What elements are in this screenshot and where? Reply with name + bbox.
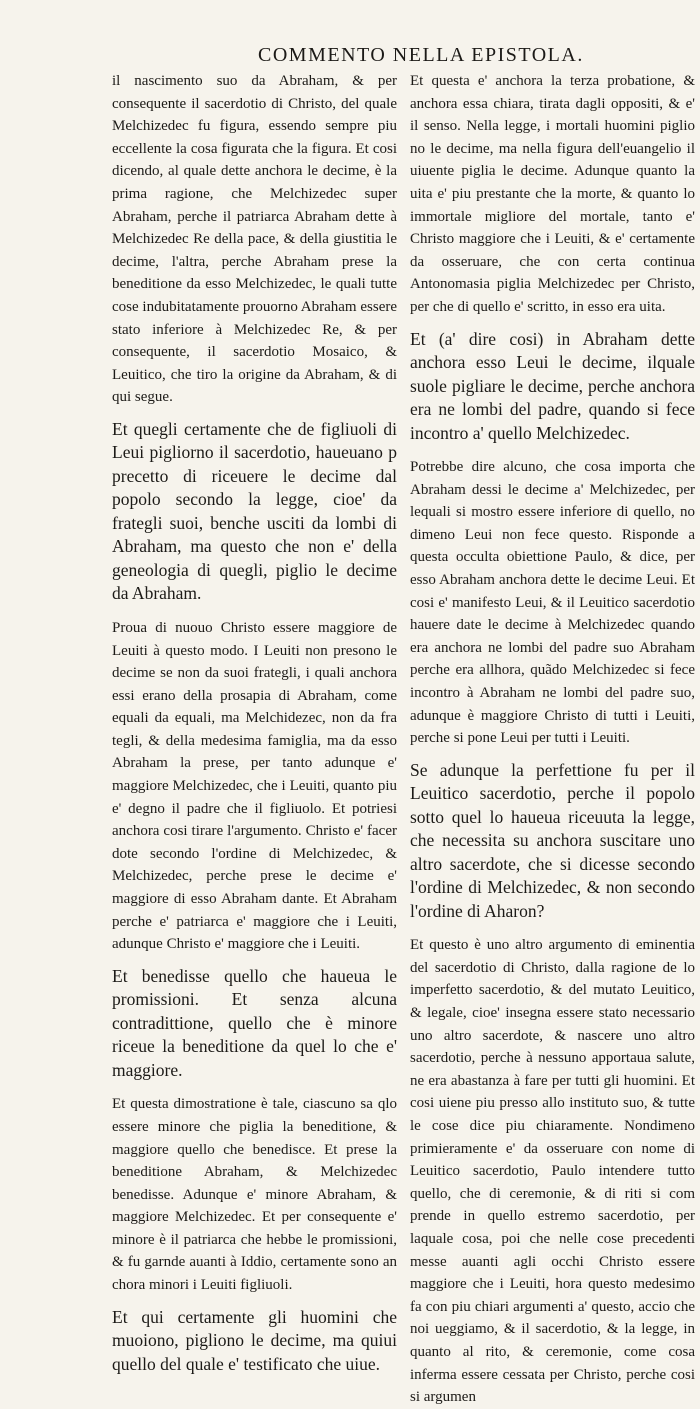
commentary-paragraph: Et questa e' anchora la terza probatione, & anchora essa chiara, tirata dagli oppositi, & e' il senso. Nella legge, i mortali huomini piglio no le decime, ma nella figura dell'euangelio il uiuente piglia le decime. Adunque quanto la uita e' piu prestante che la morte, & quanto lo immortale migliore del mortale, tanto e' Christo maggiore che i Leuiti, & e' certamente da osseruare, che con certa continua Antonomasia piglia Melchizedec per Christo, per che di quello e' scritto, in esso era uita.	[410, 73, 695, 315]
commentary-paragraph: Et questa dimostratione è tale, ciascuno sa qlo essere minore che piglia la beneditione, & maggiore quello che benedisce. Et prese la beneditione Abraham, & Melchizedec benedisse. Adunque e' minore Abraham, & maggiore Melchizedec. Et per consequente e' minore è il patriarca che hebbe le promissioni, & fu garnde auanti à Iddio, certamente sono an chora minori i Leuiti figliuoli.	[112, 1096, 397, 1294]
scripture-paragraph: Et (a' dire cosi) in Abraham dette anchora esso Leui le decime, ilquale suole pigliare le decime, perche anchora era ne lombi del padre, quando si fece incontro a' quello Melchizedec.	[410, 328, 695, 443]
right-column	[410, 70, 695, 1406]
running-head: COMMENTO NELLA EPISTOLA.	[258, 44, 584, 66]
left-column	[112, 70, 397, 1374]
commentary-paragraph: il nascimento suo da Abraham, & per consequente il sacerdotio di Christo, del quale Melchizedec fu figura, essendo sempre piu eccellente la cosa figurata che la figura. Et cosi dicendo, al quale dette anchora le decime, è la prima ragione, che Melchizedec super Abraham, perche il patriarca Abraham dette à Melchizedec Re della pace, & della giustitia le decime, l'altra, perche Abraham prese la beneditione da esso Melchizedec, le quali tutte cose indubitatamente prouorno Abraham essere stato inferiore à Melchizedec Re, & per consequente, il sacerdotio Mosaico, & Leuitico, che tiro la origine da Abraham, & di qui segue.	[112, 73, 397, 406]
commentary-paragraph: Potrebbe dire alcuno, che cosa importa che Abraham dessi le decime a' Melchizedec, per lequali si mostro essere inferiore di quello, no dimeno Leui non fece questo. Risponde a questa occulta obiettione Paulo, & dice, per esso Abraham anchora dette le decime Leui. Et cosi e' manifesto Leui, & il Leuitico sacerdotio hauere date le decime à Melchizedec quando era anchora ne lombi del padre suo Abraham perche era allhora, quãdo Melchizedec si fece incontro à Abraham ne lombi del padre suo, adunque è maggiore Christo di tutti i Leuiti, perche si pone Leui per tutti i Leuiti.	[410, 459, 695, 747]
scripture-paragraph: Et qui certamente gli huomini che muoiono, pigliono le decime, ma quiui quello del quale e' testificato che uiue.	[112, 1306, 397, 1374]
scripture-paragraph: Et benedisse quello che haueua le promissioni. Et senza alcuna contradittione, quello che è minore riceue la beneditione da quel lo che e' maggiore.	[112, 965, 397, 1080]
scripture-paragraph: Et quegli certamente che de figliuoli di Leui pigliorno il sacerdotio, haueuano p precetto di riceuere le decime dal popolo secondo la legge, cioe' da frategli suoi, benche usciti da lombi di Abraham, ma questo che non e' della geneologia di quegli, piglio le decime da Abraham.	[112, 418, 397, 604]
scripture-paragraph: Se adunque la perfettione fu per il Leuitico sacerdotio, perche il popolo sotto quel lo haueua riceuuta la legge, che necessita su anchora suscitare uno altro sacerdote, che si dicesse secondo l'ordine di Melchizedec, & non secondo l'ordine di Aharon?	[410, 759, 695, 921]
commentary-paragraph: Proua di nuouo Christo essere maggiore de Leuiti à questo modo. I Leuiti non presono le decime se non da suoi frategli, i quali anchora essi erano della prosapia di Abraham, come equali da equali, ma Melchidezec, non da fra tegli, & della medesima famiglia, ma da esso Abraham la prese, per tanto adunque e' maggiore Melchizedec, che i Leuiti, quanto piu e' degno il padre che il figliuolo. Et potriesi anchora cosi tirare l'argumento. Christo e' facer dote secondo l'ordine di Melchizedec, & Melchizedec, perche prese le decime e' maggiore di esso Abraham dante. Et Abraham perche e' patriarca e' maggiore che i Leuiti, adunque Christo e' maggiore che i Leuiti.	[112, 619, 397, 953]
commentary-paragraph: Et questo è uno altro argumento di eminentia del sacerdotio di Christo, dalla ragione de lo imperfetto sacerdotio, & del mutato Leuitico, & legale, cioe' insegna essere stato necessario uno altro sacerdote, & nascere uno altro sacerdotio, perche à nessuno apportaua salute, ne era abastanza à fare per tutti gli huomini. Et cosi uiene piu presso allo instituto suo, & tutte le cose dice piu chiaramente. Nondimeno primieramente e' da osseruare con nome di Leuitico sacerdotio, Paulo intendere tutto quello, che di ceremonie, & di riti si com prende in quello estremo sacerdotio, per laquale cosa, poi che nelle cose precedenti messe auanti agli occhi Christo essere maggiore che i Leuiti, hora questo medesimo fa con piu chiari argumenti a' questo, accio che noi ueggiamo, & il sacerdotio, & la legge, in quanto al rito, & ceremonie, come cosa inferma essere cessata per Christo, perche cosi si argumen	[410, 937, 695, 1406]
